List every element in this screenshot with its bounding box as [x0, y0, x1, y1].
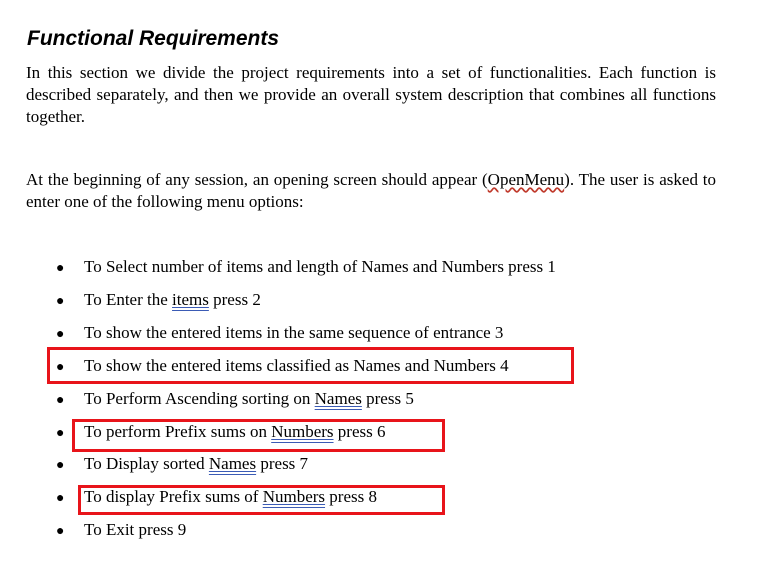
bullet-icon: ●: [56, 491, 65, 506]
item-text: To display Prefix sums of: [84, 487, 263, 506]
item-text: To Select number of items and length of Names and Numbers press 1: [84, 257, 556, 276]
bullet-icon: ●: [56, 327, 65, 342]
item-text: To perform Prefix sums on: [84, 422, 272, 441]
list-item: [56, 453, 308, 475]
list-item: [56, 322, 503, 344]
bullet-icon: ●: [56, 524, 65, 539]
item-text-after: press 5: [361, 389, 414, 408]
item-text: To Enter the: [84, 290, 173, 309]
item-text: To Perform Ascending sorting on: [84, 389, 315, 408]
bullet-icon: ●: [56, 360, 65, 375]
item-link[interactable]: Names: [314, 389, 362, 408]
intro-paragraph: In this section we divide the project requirements into a set of functionalities. Each function is described separately, and then we provide an overall system description that combines all functions together.: [26, 63, 716, 126]
item-text: To show the entered items classified as Names and Numbers 4: [84, 356, 509, 375]
bullet-icon: ●: [56, 458, 65, 473]
highlight-box-item-4: [47, 347, 574, 384]
list-item: [56, 289, 261, 311]
bullet-icon: ●: [56, 426, 65, 441]
list-item: [56, 388, 414, 410]
item-link[interactable]: Numbers: [271, 422, 334, 441]
item-text: To Exit press 9: [84, 520, 187, 539]
item-text-after: press 8: [325, 487, 377, 506]
item-link[interactable]: items: [172, 290, 209, 309]
item-text-after: press 7: [256, 454, 309, 473]
session-text-before: At the beginning of any session, an opening screen should appear (: [26, 170, 488, 189]
session-paragraph: [26, 169, 716, 213]
highlight-box-item-6: [72, 419, 445, 452]
item-text-after: press 2: [208, 290, 261, 309]
session-text-after: ). The user is asked to enter one of the following menu options:: [26, 170, 717, 211]
bullet-icon: ●: [56, 294, 65, 309]
item-link[interactable]: Numbers: [262, 487, 326, 506]
bullet-icon: ●: [56, 261, 65, 276]
item-text: To Display sorted: [84, 454, 209, 473]
bullet-icon: ●: [56, 393, 65, 408]
item-text: To show the entered items in the same sequence of entrance 3: [84, 323, 504, 342]
list-item: [56, 519, 186, 541]
highlight-box-item-8: [78, 485, 445, 515]
item-text-after: press 6: [333, 422, 386, 441]
list-item: [56, 256, 556, 278]
openmenu-term: OpenMenu: [487, 170, 565, 189]
section-title: Functional Requirements: [27, 27, 280, 50]
item-link[interactable]: Names: [208, 454, 257, 473]
